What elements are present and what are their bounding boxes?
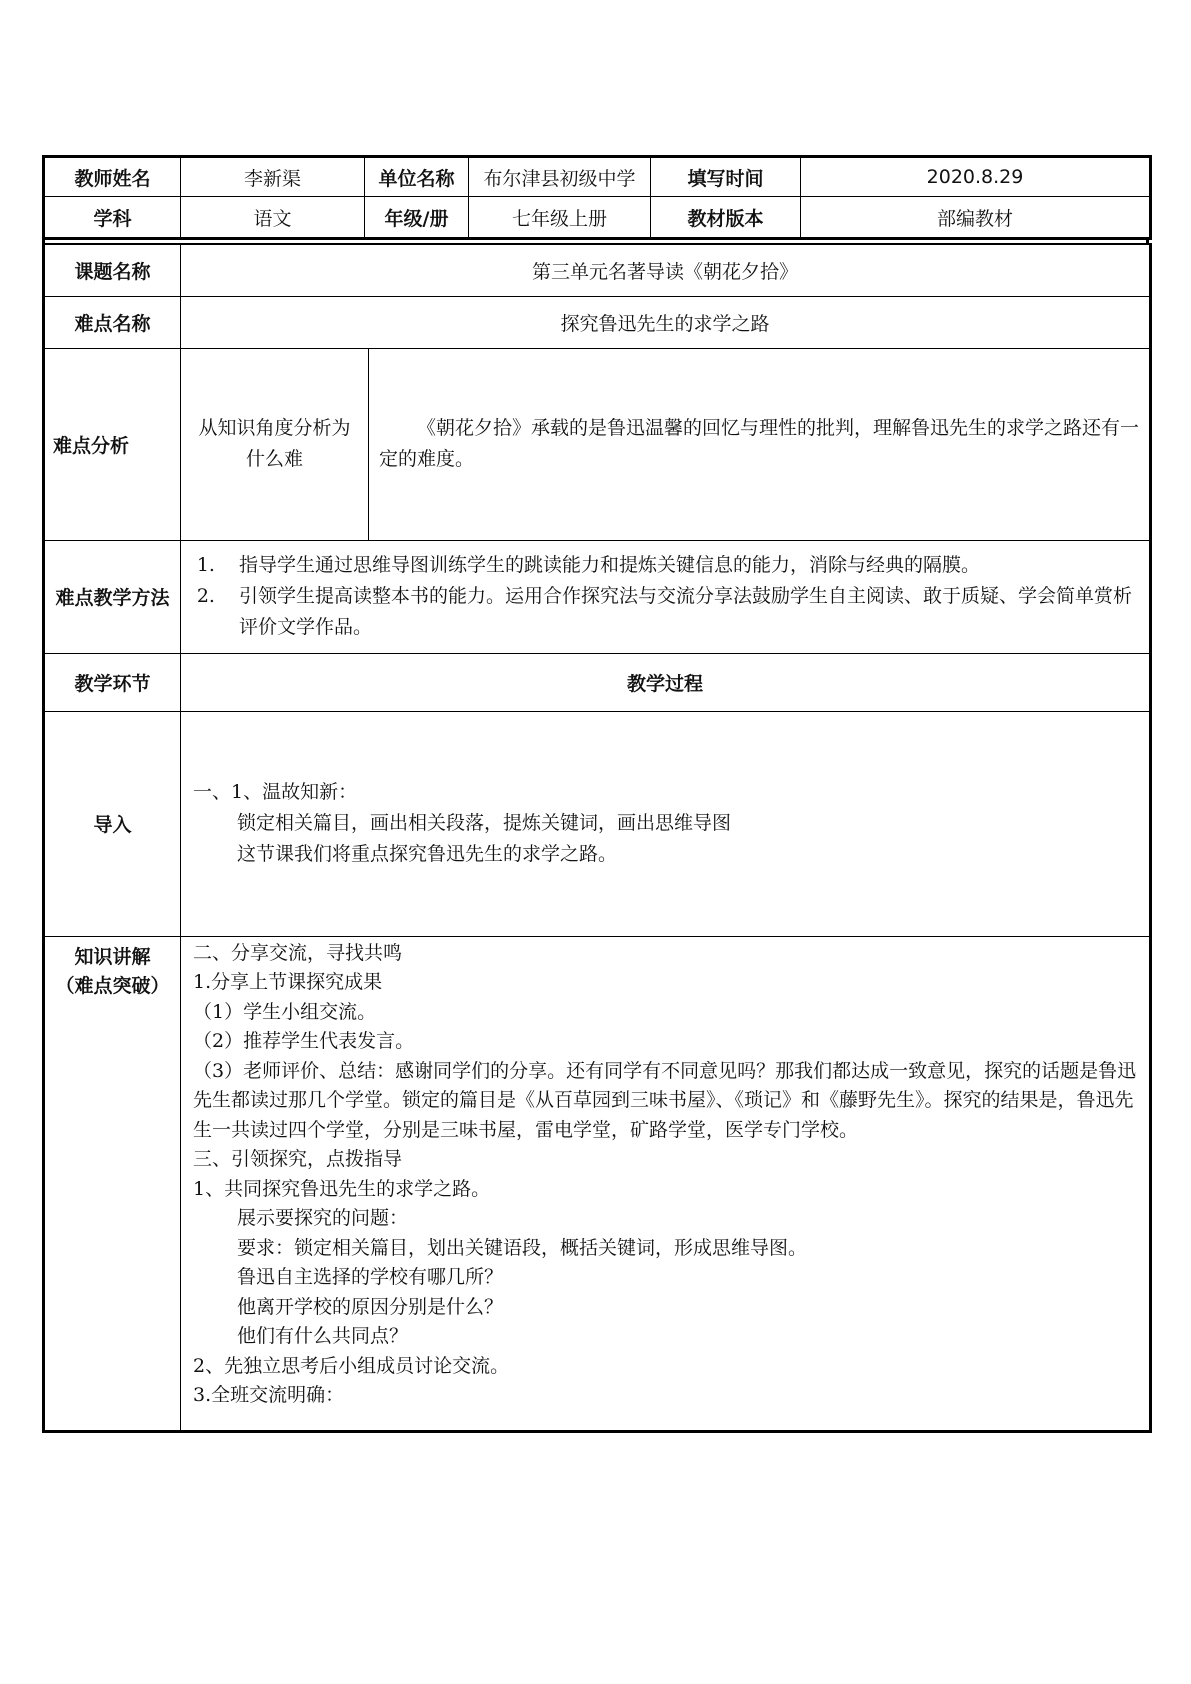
knowledge-content xyxy=(181,936,1151,1431)
intro-label: 导入 xyxy=(44,711,181,936)
grade-label: 年级/册 xyxy=(365,197,469,239)
knowledge-line: 展示要探究的问题： xyxy=(237,1207,409,1229)
knowledge-line: 二、分享交流，寻找共鸣 xyxy=(193,941,403,964)
knowledge-line: 他们有什么共同点？ xyxy=(237,1325,409,1347)
method-item: 1. 指导学生通过思维导图训练学生的跳读能力和提炼关键信息的能力，消除与经典的隔膜。 xyxy=(221,550,1139,581)
knowledge-line: （2）推荐学生代表发言。 xyxy=(193,1030,415,1052)
unit-value: 布尔津县初级中学 xyxy=(469,157,651,197)
knowledge-line: （1）学生小组交流。 xyxy=(193,1000,377,1023)
subject-value: 语文 xyxy=(181,197,365,239)
knowledge-line: 他离开学校的原因分别是什么？ xyxy=(237,1295,504,1318)
unit-label: 单位名称 xyxy=(365,157,469,197)
analysis-sub-label: 从知识角度分析为什么难 xyxy=(181,348,369,540)
knowledge-line: 三、引领探究，点拨指导 xyxy=(193,1148,403,1170)
edition-value: 部编教材 xyxy=(801,197,1151,239)
intro-line: 一、1、温故知新： xyxy=(193,781,358,803)
knowledge-line: 鲁迅自主选择的学校有哪几所？ xyxy=(237,1266,504,1288)
knowledge-line: 要求：锁定相关篇目，划出关键语段，概括关键词，形成思维导图。 xyxy=(237,1236,808,1259)
intro-line: 这节课我们将重点探究鲁迅先生的求学之路。 xyxy=(237,843,618,865)
analysis-label: 难点分析 xyxy=(44,348,181,540)
methods-cell xyxy=(181,540,1151,653)
process-header: 教学过程 xyxy=(181,653,1151,711)
knowledge-label-line2: （难点突破） xyxy=(55,974,170,997)
date-value: 2020.8.29 xyxy=(801,157,1151,197)
methods-list xyxy=(185,550,1139,643)
method-item: 2. 引领学生提高读整本书的能力。运用合作探究法与交流分享法鼓励学生自主阅读、敢于质疑、学会简单赏析评价文学作品。 xyxy=(221,581,1139,643)
difficulty-label: 难点名称 xyxy=(44,296,181,348)
grade-value: 七年级上册 xyxy=(469,197,651,239)
knowledge-line: （3）老师评价、总结：感谢同学们的分享。还有同学有不同意见吗？那我们都达成一致意见，探究的话题是鲁迅先生都读过那几个学堂。锁定的篇目是《从百草园到三味书屋》、《琐记》和《藤野先生》。探究的结果是，鲁迅先生一共读过四个学堂，分别是三味书屋，雷电学堂，矿路学堂，医学专门学校。 xyxy=(193,1059,1137,1141)
topic-label: 课题名称 xyxy=(44,244,181,296)
knowledge-line: 1.分享上节课探究成果 xyxy=(193,971,383,993)
edition-label: 教材版本 xyxy=(651,197,801,239)
knowledge-label xyxy=(44,936,181,1431)
info-table xyxy=(42,155,1152,240)
lesson-plan-form xyxy=(42,155,1149,1433)
process-stage-label: 教学环节 xyxy=(44,653,181,711)
analysis-text: 《朝花夕拾》承载的是鲁迅温馨的回忆与理性的批判，理解鲁迅先生的求学之路还有一定的难度。 xyxy=(369,348,1151,540)
content-table xyxy=(42,243,1152,1433)
knowledge-line: 2、先独立思考后小组成员讨论交流。 xyxy=(193,1354,510,1377)
subject-label: 学科 xyxy=(44,197,181,239)
methods-label: 难点教学方法 xyxy=(44,540,181,653)
teacher-label: 教师姓名 xyxy=(44,157,181,197)
knowledge-label-line1: 知识讲解 xyxy=(74,945,151,968)
topic-value: 第三单元名著导读《朝花夕拾》 xyxy=(181,244,1151,296)
intro-content xyxy=(181,711,1151,936)
difficulty-value: 探究鲁迅先生的求学之路 xyxy=(181,296,1151,348)
knowledge-line: 1、共同探究鲁迅先生的求学之路。 xyxy=(193,1177,491,1200)
knowledge-line: 3.全班交流明确： xyxy=(193,1384,345,1406)
teacher-value: 李新渠 xyxy=(181,157,365,197)
intro-line: 锁定相关篇目，画出相关段落，提炼关键词，画出思维导图 xyxy=(237,812,732,834)
date-label: 填写时间 xyxy=(651,157,801,197)
